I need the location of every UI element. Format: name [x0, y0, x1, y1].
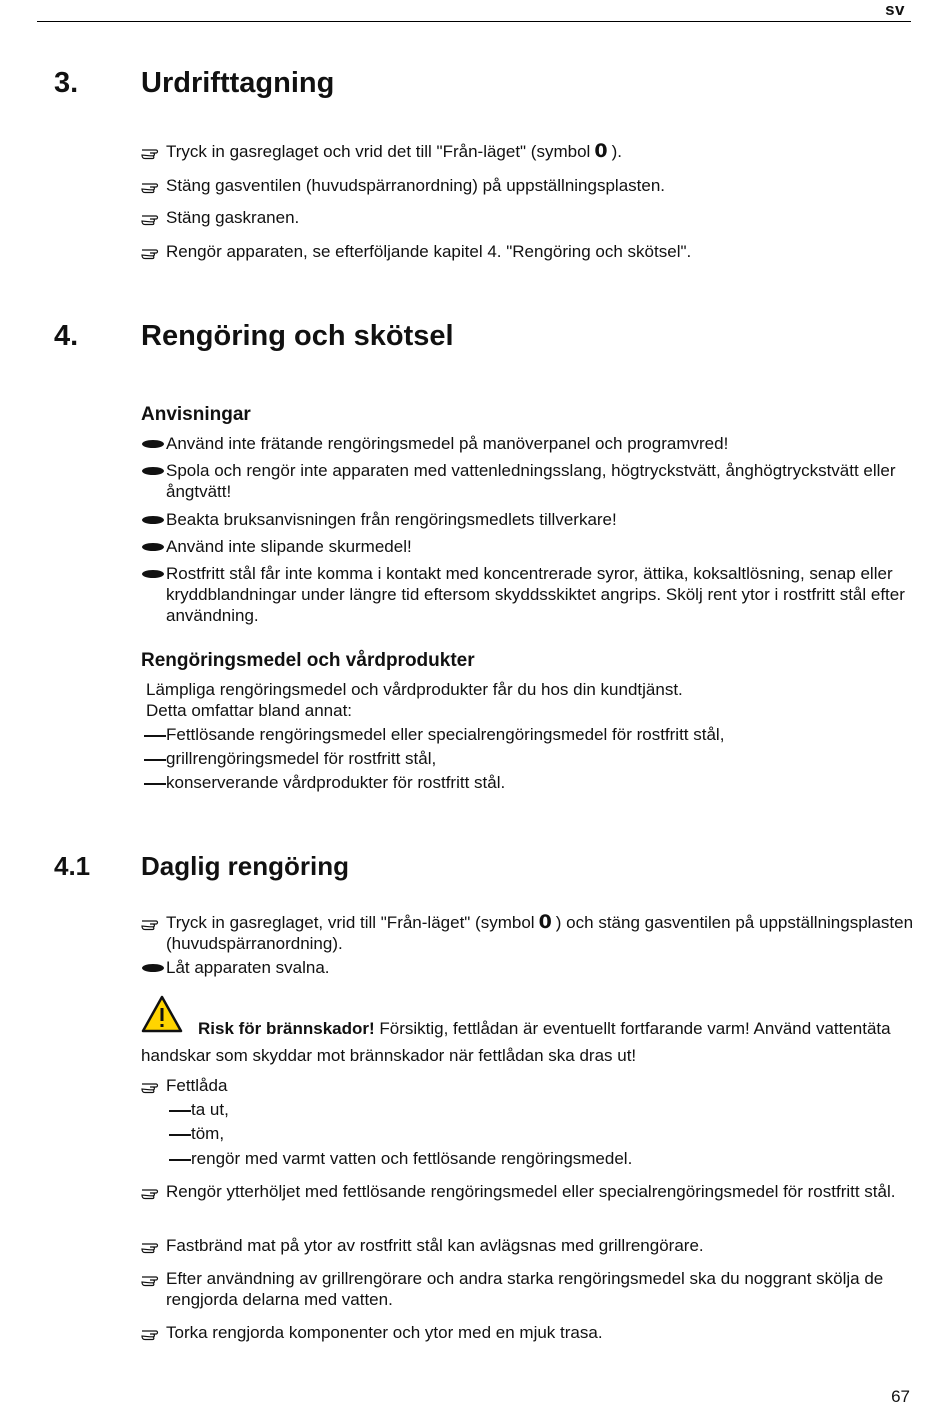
- page-number: 67: [891, 1387, 910, 1406]
- pointing-hand-icon: [141, 1268, 163, 1287]
- bullet-text: Beakta bruksanvisningen från rengöringsmedlets tillverkare!: [166, 510, 617, 529]
- section-number: 3.: [54, 67, 79, 99]
- dash-marker: [144, 759, 166, 761]
- bullet-item: [141, 509, 921, 530]
- medel-intro: Detta omfattar bland annat:: [146, 701, 353, 720]
- pointing-hand-icon: [141, 912, 163, 931]
- section-title: Rengöring och skötsel: [141, 320, 454, 352]
- bullet-icon: [142, 964, 164, 972]
- section-title: Daglig rengöring: [141, 851, 349, 881]
- step-item: [141, 1268, 921, 1310]
- bullet-icon: [142, 516, 164, 524]
- bullet-icon: [142, 440, 164, 448]
- pointing-hand-icon: [141, 175, 163, 194]
- warning-text: [141, 1015, 921, 1069]
- pointing-hand-icon: [141, 141, 163, 160]
- bullet-text: Använd inte frätande rengöringsmedel på manöverpanel och programvred!: [166, 434, 729, 453]
- dash-item: [166, 1123, 921, 1144]
- step-item: [141, 912, 921, 954]
- pointing-hand-icon: [141, 1075, 163, 1094]
- section-number: 4.1: [54, 851, 91, 881]
- step-item: [141, 175, 921, 196]
- pointing-hand-icon: [141, 1181, 163, 1200]
- pointing-hand-icon: [141, 1322, 163, 1341]
- dash-marker: [169, 1110, 191, 1112]
- dash-item: [141, 772, 921, 793]
- step-text: Stäng gasventilen (huvudspärranordning) på uppställningsplasten.: [166, 176, 666, 195]
- step-text: Rengör ytterhöljet med fettlösande rengöringsmedel eller specialrengöringsmedel för rostfritt stål.: [166, 1182, 896, 1201]
- bullet-text: Låt apparaten svalna.: [166, 958, 330, 977]
- bullet-item: [141, 460, 921, 502]
- dash-item: [141, 724, 921, 745]
- step-text: Tryck in gasreglaget, vrid till "Från-läget" (symbol: [166, 913, 535, 932]
- dash-item: [166, 1099, 921, 1120]
- dash-item: [166, 1148, 921, 1169]
- step-item: [141, 241, 921, 262]
- pointing-hand-icon: [141, 241, 163, 260]
- dash-text: grillrengöringsmedel för rostfritt stål,: [166, 749, 437, 768]
- warning-title: Risk för brännskador!: [198, 1019, 375, 1038]
- pointing-hand-icon: [141, 1235, 163, 1254]
- off-symbol: 0: [538, 911, 552, 933]
- pointing-hand-icon: [141, 207, 163, 226]
- bullet-icon: [142, 543, 164, 551]
- dash-marker: [169, 1134, 191, 1136]
- step-text-end: ) och stäng gasventilen på uppställningsplasten (huvudspärranordning).: [166, 913, 914, 953]
- step-text: Tryck in gasreglaget och vrid det till "Från-läget" (symbol: [166, 142, 591, 161]
- header-rule: [37, 21, 911, 22]
- step-item: [141, 141, 921, 162]
- anvisningar-heading: Anvisningar: [141, 404, 251, 425]
- step-text: Fastbränd mat på ytor av rostfritt stål kan avlägsnas med grillrengörare.: [166, 1236, 704, 1255]
- dash-text: ta ut,: [191, 1100, 229, 1119]
- dash-text: Fettlösande rengöringsmedel eller specialrengöringsmedel för rostfritt stål,: [166, 725, 725, 744]
- medel-heading: Rengöringsmedel och vårdprodukter: [141, 650, 475, 671]
- step-item: [141, 1181, 921, 1202]
- step-item: [141, 1322, 921, 1343]
- bullet-icon: [142, 570, 164, 578]
- dash-marker: [144, 735, 166, 737]
- bullet-icon: [142, 467, 164, 475]
- dash-marker: [169, 1159, 191, 1161]
- step-item: [141, 207, 921, 228]
- step-item: [141, 1075, 921, 1096]
- warning-body: Försiktig, fettlådan är eventuellt fortfarande varm! Använd vattentäta handskar som skyddar mot brännskador när fettlådan ska dras ut!: [141, 1019, 891, 1065]
- bullet-text: Rostfritt stål får inte komma i kontakt med koncentrerade syror, ättika, koksaltlösning, senap eller kryddblandningar under längre tid eftersom skyddsskiktet angrips. Skölj rent ytor i rostfritt stål efter användning.: [166, 564, 905, 625]
- bullet-item: [141, 563, 921, 626]
- dash-text: töm,: [191, 1124, 225, 1143]
- step-text: Torka rengjorda komponenter och ytor med en mjuk trasa.: [166, 1323, 603, 1342]
- bullet-item: [141, 957, 921, 978]
- dash-marker: [144, 783, 166, 785]
- dash-text: rengör med varmt vatten och fettlösande rengöringsmedel.: [191, 1149, 633, 1168]
- section-title: Urdrifttagning: [141, 67, 335, 99]
- step-text-end: ).: [611, 142, 622, 161]
- step-text: Rengör apparaten, se efterföljande kapitel 4. "Rengöring och skötsel".: [166, 242, 692, 261]
- language-code: sv: [885, 0, 905, 19]
- off-symbol: 0: [594, 140, 608, 162]
- dash-text: konserverande vårdprodukter för rostfritt stål.: [166, 773, 506, 792]
- bullet-item: [141, 433, 921, 454]
- step-text: Efter användning av grillrengörare och andra starka rengöringsmedel ska du noggrant skölja de rengjorda delarna med vatten.: [166, 1269, 884, 1309]
- bullet-item: [141, 536, 921, 557]
- step-item: [141, 1235, 921, 1256]
- medel-intro: Lämpliga rengöringsmedel och vårdprodukter får du hos din kundtjänst.: [146, 680, 683, 699]
- step-text: Stäng gaskranen.: [166, 208, 300, 227]
- dash-item: [141, 748, 921, 769]
- step-text: Fettlåda: [166, 1076, 228, 1095]
- section-number: 4.: [54, 320, 79, 352]
- bullet-text: Spola och rengör inte apparaten med vattenledningsslang, högtryckstvätt, ånghögtryckstvätt eller ångtvätt!: [166, 461, 896, 501]
- bullet-text: Använd inte slipande skurmedel!: [166, 537, 412, 556]
